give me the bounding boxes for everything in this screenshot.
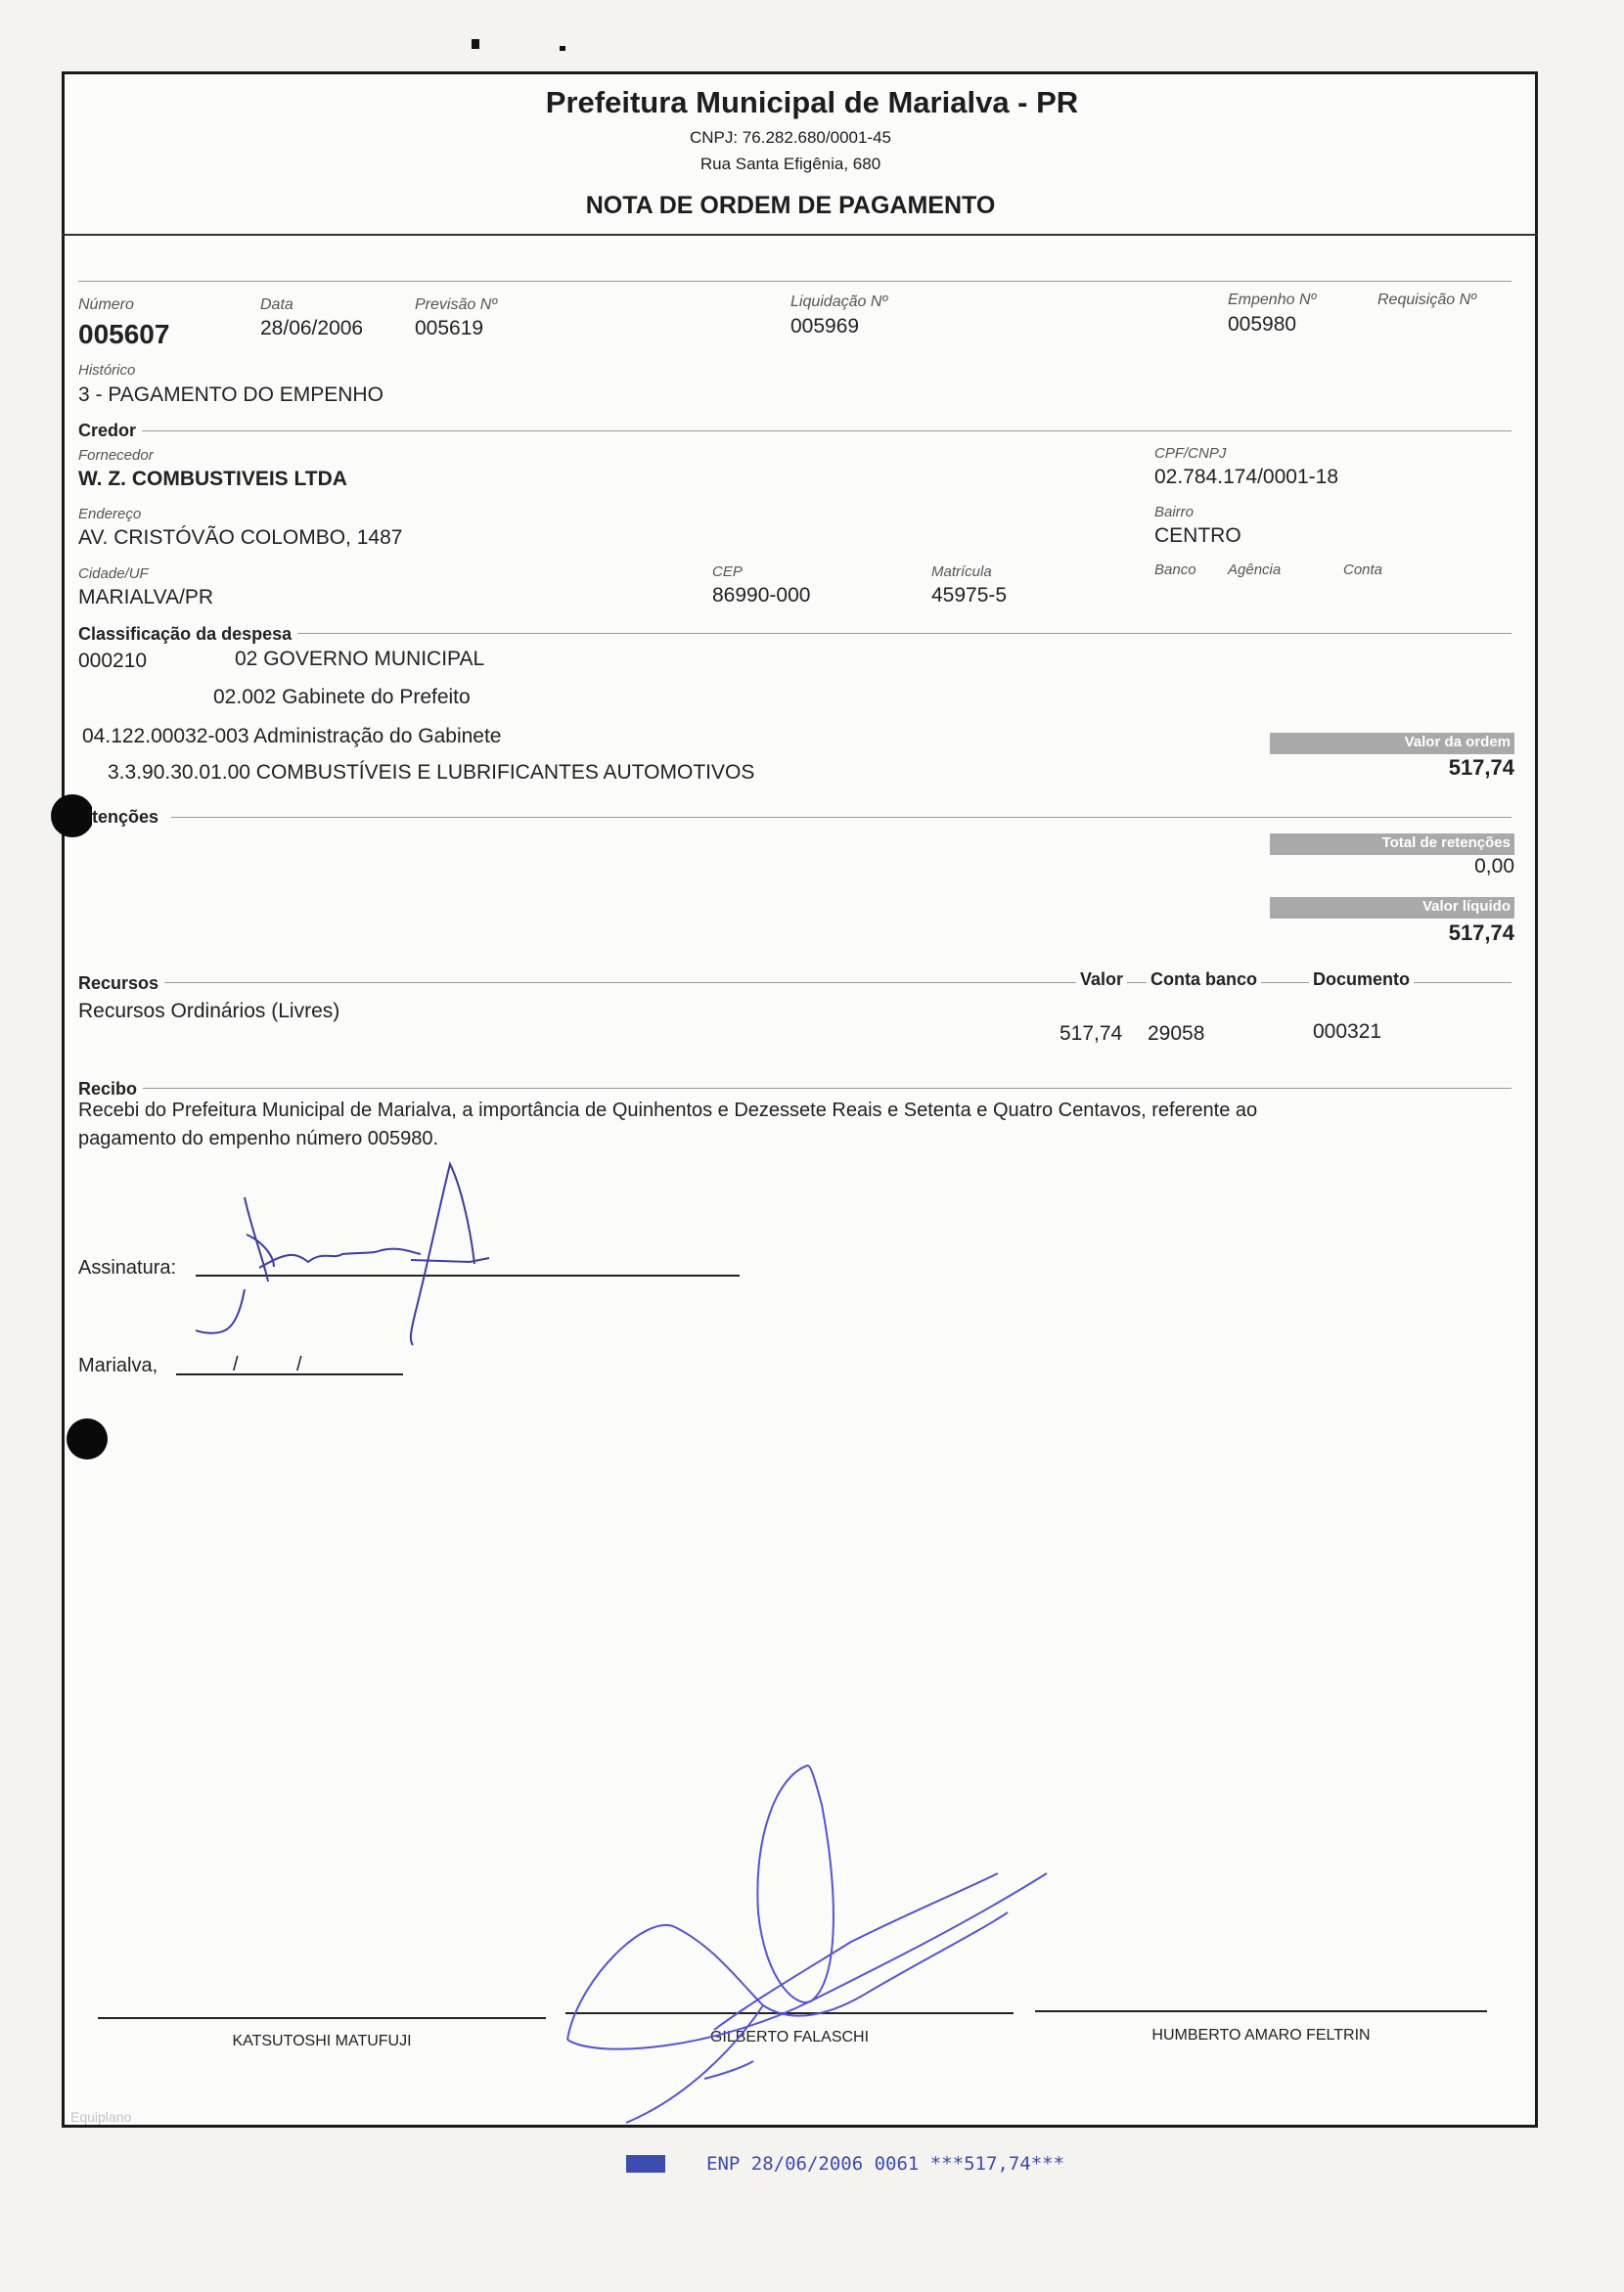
credor-section: Credor — [78, 421, 142, 441]
valor-liquido-value: 517,74 — [1448, 921, 1514, 945]
conta-banco-column-header: Conta banco — [1147, 969, 1261, 990]
previsao-label: Previsão Nº — [415, 296, 498, 313]
cep-label: CEP — [712, 563, 743, 580]
recursos-valor: 517,74 — [1060, 1022, 1123, 1045]
recursos-fonte: Recursos Ordinários (Livres) — [78, 1000, 340, 1022]
recibo-text-line-2: pagamento do empenho número 005980. — [78, 1128, 439, 1149]
assinatura-label: Assinatura: — [78, 1257, 177, 1279]
classificacao-code: 000210 — [78, 650, 148, 672]
page-title: Prefeitura Municipal de Marialva - PR — [545, 85, 1079, 119]
historico-label: Histórico — [78, 362, 136, 379]
stamp-logo — [626, 2155, 665, 2173]
cnpj-line: CNPJ: 76.282.680/0001-45 — [689, 128, 892, 147]
endereco-label: Endereço — [78, 506, 142, 522]
signature-line-3 — [1035, 2010, 1487, 2012]
date-slash: / — [233, 1354, 239, 1375]
signatory-3: HUMBERTO AMARO FELTRIN — [1151, 2027, 1371, 2044]
agencia-label: Agência — [1228, 562, 1282, 578]
endereco-value: AV. CRISTÓVÃO COLOMBO, 1487 — [78, 526, 403, 549]
recursos-section: Recursos — [78, 973, 164, 994]
footer-faint-text: Equiplano — [70, 2109, 132, 2125]
date-slash: / — [296, 1354, 302, 1375]
banco-label: Banco — [1154, 562, 1196, 578]
classificacao-line-3: 04.122.00032-003 Administração do Gabinete — [82, 725, 502, 747]
liquidacao-label: Liquidação Nº — [790, 293, 888, 310]
cpf-value: 02.784.174/0001-18 — [1154, 466, 1339, 488]
address-line: Rua Santa Efigênia, 680 — [699, 155, 881, 173]
valor-liquido-label: Valor líquido — [1421, 898, 1511, 915]
divider — [78, 281, 1511, 282]
punch-hole — [67, 1418, 108, 1460]
empenho-value: 005980 — [1228, 313, 1297, 336]
fornecedor-label: Fornecedor — [78, 447, 154, 464]
valor-ordem-bar — [1270, 733, 1514, 754]
total-retencoes-value: 0,00 — [1474, 855, 1514, 877]
liquidacao-value: 005969 — [790, 315, 860, 337]
data-label: Data — [260, 296, 293, 313]
total-retencoes-label: Total de retenções — [1381, 834, 1511, 851]
conta-label: Conta — [1343, 562, 1383, 578]
bank-stamp: ENP 28/06/2006 0061 ***517,74*** — [706, 2153, 1065, 2175]
fornecedor-value: W. Z. COMBUSTIVEIS LTDA — [78, 468, 347, 490]
classificacao-line-4: 3.3.90.30.01.00 COMBUSTÍVEIS E LUBRIFICANTES AUTOMOTIVOS — [108, 761, 755, 784]
handwritten-signature-large — [558, 1756, 1066, 2128]
classificacao-section: Classificação da despesa — [78, 624, 297, 645]
divider — [78, 430, 1511, 431]
recursos-documento: 000321 — [1313, 1020, 1382, 1043]
matricula-value: 45975-5 — [931, 584, 1008, 607]
cidade-value: MARIALVA/PR — [78, 586, 214, 608]
local-label: Marialva, — [78, 1355, 158, 1376]
scan-mark — [560, 46, 565, 51]
documento-column-header: Documento — [1309, 969, 1414, 990]
valor-liquido-bar — [1270, 897, 1514, 919]
handwritten-signature — [176, 1145, 528, 1360]
divider — [78, 1088, 1511, 1089]
numero-label: Número — [78, 296, 134, 313]
punch-hole — [51, 794, 94, 837]
matricula-label: Matrícula — [931, 563, 992, 580]
data-value: 28/06/2006 — [260, 317, 364, 339]
cep-value: 86990-000 — [712, 584, 811, 607]
recibo-text-line-1: Recebi do Prefeitura Municipal de Marialva, a importância de Quinhentos e Dezessete Reais e Setenta e Quatro Centavos, referente ao — [78, 1100, 1258, 1121]
cidade-label: Cidade/UF — [78, 565, 149, 582]
signatory-2: GILBERTO FALASCHI — [709, 2029, 870, 2045]
document-title: NOTA DE ORDEM DE PAGAMENTO — [585, 192, 996, 219]
valor-ordem-value: 517,74 — [1448, 755, 1514, 780]
scan-mark — [472, 39, 479, 49]
previsao-value: 005619 — [415, 317, 484, 339]
header-divider — [62, 234, 1538, 236]
numero-value: 005607 — [78, 319, 170, 349]
valor-column-header: Valor — [1076, 969, 1127, 990]
divider — [78, 982, 1511, 983]
retencoes-section: tenções — [92, 807, 164, 828]
bairro-label: Bairro — [1154, 504, 1195, 520]
divider — [171, 817, 1511, 818]
recursos-conta-banco: 29058 — [1148, 1022, 1205, 1045]
empenho-label: Empenho Nº — [1228, 292, 1317, 308]
signature-line-1 — [98, 2017, 546, 2019]
classificacao-line-1: 02 GOVERNO MUNICIPAL — [235, 648, 485, 670]
historico-value: 3 - PAGAMENTO DO EMPENHO — [78, 383, 383, 406]
requisicao-label: Requisição Nº — [1377, 292, 1476, 308]
date-blank-line — [176, 1373, 403, 1375]
classificacao-line-2: 02.002 Gabinete do Prefeito — [213, 686, 471, 708]
recibo-section: Recibo — [78, 1079, 143, 1100]
total-retencoes-bar — [1270, 833, 1514, 855]
signatory-1: KATSUTOSHI MATUFUJI — [232, 2033, 412, 2049]
valor-ordem-label: Valor da ordem — [1404, 734, 1511, 750]
bairro-value: CENTRO — [1154, 524, 1241, 547]
cpf-label: CPF/CNPJ — [1154, 445, 1227, 462]
